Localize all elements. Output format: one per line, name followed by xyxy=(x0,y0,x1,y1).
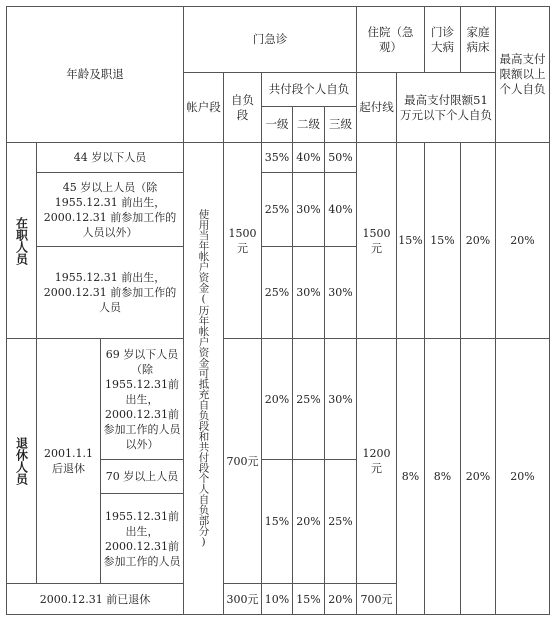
employed-clinic-major: 15% xyxy=(424,142,460,338)
employed-over-max: 20% xyxy=(495,142,550,338)
header-level-3: 三级 xyxy=(324,106,356,142)
employed-row-2-desc: 45 岁以上人员（除1955.12.31 前出生，2000.12.31 前参加工作的人员以外） xyxy=(36,172,183,246)
retired-row-b-desc: 70 岁以上人员 xyxy=(100,459,183,493)
employed-row-3-desc: 1955.12.31 前出生，2000.12.31 前参加工作的人员 xyxy=(36,246,183,338)
retired-threshold-d: 700元 xyxy=(356,583,396,615)
retired-over-max: 20% xyxy=(495,338,550,615)
header-threshold: 起付线 xyxy=(356,72,396,142)
employed-row-2-level-1: 25% xyxy=(261,172,292,246)
header-home-bed: 家庭病床 xyxy=(460,6,495,72)
employed-row-2-level-3: 40% xyxy=(324,172,356,246)
retired-g2-level-3: 25% xyxy=(324,459,356,583)
header-over-max: 最高支付限额以上个人自负 xyxy=(495,6,550,142)
employed-label: 在职人员 xyxy=(6,142,36,338)
header-level-2: 二级 xyxy=(292,106,324,142)
employed-row-3-level-2: 30% xyxy=(292,246,324,338)
retired-home-bed: 20% xyxy=(460,338,495,615)
retired-row-c-desc: 1955.12.31前出生，2000.12.31前参加工作的人员 xyxy=(100,493,183,583)
retired-g1-level-1: 20% xyxy=(261,338,292,459)
retired-sub-label: 2001.1.1后退休 xyxy=(36,338,100,583)
employed-self-pay: 1500元 xyxy=(223,142,261,338)
retired-g3-level-1: 10% xyxy=(261,583,292,615)
retired-g3-level-2: 15% xyxy=(292,583,324,615)
retired-g1-level-3: 30% xyxy=(324,338,356,459)
retired-self-pay-d: 300元 xyxy=(223,583,261,615)
retired-g1-level-2: 25% xyxy=(292,338,324,459)
retired-g2-level-1: 15% xyxy=(261,459,292,583)
header-max-pay-51: 最高支付限额51万元以下个人自负 xyxy=(396,72,495,142)
retired-inpatient: 8% xyxy=(396,338,424,615)
employed-inpatient: 15% xyxy=(396,142,424,338)
employed-row-1-desc: 44 岁以下人员 xyxy=(36,142,183,172)
employed-row-2-level-2: 30% xyxy=(292,172,324,246)
retired-g3-level-3: 20% xyxy=(324,583,356,615)
retired-threshold-main: 1200元 xyxy=(356,338,396,583)
retired-g2-level-2: 20% xyxy=(292,459,324,583)
header-account: 帐户段 xyxy=(183,72,223,142)
header-age-retire: 年龄及职退 xyxy=(6,6,183,142)
header-level-1: 一级 xyxy=(261,106,292,142)
employed-row-1-level-2: 40% xyxy=(292,142,324,172)
header-inpatient: 住院（急观） xyxy=(356,6,424,72)
employed-home-bed: 20% xyxy=(460,142,495,338)
employed-row-1-level-1: 35% xyxy=(261,142,292,172)
header-copay-group: 共付段个人自负 xyxy=(261,72,356,106)
employed-row-3-level-3: 30% xyxy=(324,246,356,338)
header-outpatient: 门急诊 xyxy=(183,6,356,72)
retired-label: 退休人员 xyxy=(6,338,36,583)
retired-row-a-desc: 69 岁以下人员（除1955.12.31前出生，2000.12.31前参加工作的人员以外） xyxy=(100,338,183,459)
employed-row-1-level-3: 50% xyxy=(324,142,356,172)
retired-clinic-major: 8% xyxy=(424,338,460,615)
employed-threshold: 1500元 xyxy=(356,142,396,338)
account-description: 使用当年帐户资金(历年帐户资金可抵充自负段和共付段个人自负部分) xyxy=(183,142,223,615)
retired-row-d-desc: 2000.12.31 前已退休 xyxy=(6,583,183,615)
header-clinic-major: 门诊大病 xyxy=(424,6,460,72)
header-self-pay: 自负段 xyxy=(223,72,261,142)
employed-row-3-level-1: 25% xyxy=(261,246,292,338)
retired-self-pay-main: 700元 xyxy=(223,338,261,583)
